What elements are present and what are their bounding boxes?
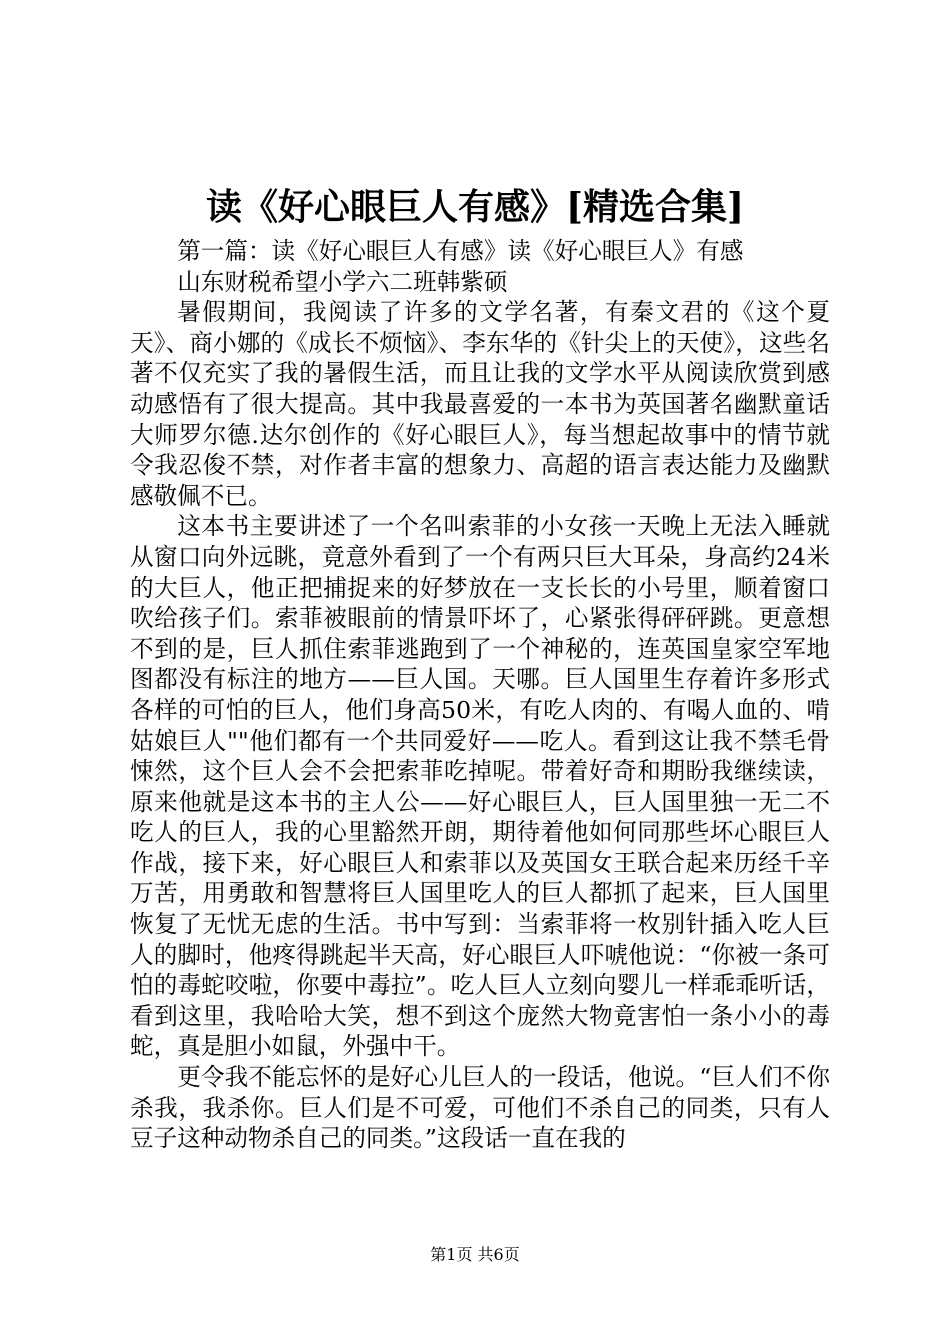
document-title: 读《好心眼巨人有感》[精选合集] xyxy=(205,186,745,228)
page-number: 第1页 共6页 xyxy=(430,1245,520,1264)
document-body xyxy=(130,236,830,1154)
author-line: 山东财税希望小学六二班韩紫硕 xyxy=(177,267,508,296)
body-paragraph: 更令我不能忘怀的是好心儿巨人的一段话，他说。“巨人们不你杀我，我杀你。巨人们是不可爱，可他们不杀自己的同类，只有人豆子这种动物杀自己的同类。”这段话一直在我的 xyxy=(130,1063,830,1153)
body-paragraph: 这本书主要讲述了一个名叫索菲的小女孩一天晚上无法入睡就从窗口向外远眺，竟意外看到了一个有两只巨大耳朵，身高约24米的大巨人，他正把捕捉来的好梦放在一支长长的小号里，顺着窗口吹给孩子们。索菲被眼前的情景吓坏了，心紧张得砰砰跳。更意想不到的是，巨人抓住索菲逃跑到了一个神秘的，连英国皇家空军地图都没有标注的地方——巨人国。天哪。巨人国里生存着许多形式各样的可怕的巨人，他们身高50米，有吃人肉的、有喝人血的、啃姑娘巨人""他们都有一个共同爱好——吃人。看到这让我不禁毛骨悚然，这个巨人会不会把索菲吃掉呢。带着好奇和期盼我继续读，原来他就是这本书的主人公——好心眼巨人，巨人国里独一无二不吃人的巨人，我的心里豁然开朗，期待着他如何同那些坏心眼巨人作战，接下来，好心眼巨人和索菲以及英国女王联合起来历经千辛万苦，用勇敢和智慧将巨人国里吃人的巨人都抓了起来，巨人国里恢复了无忧无虑的生活。书中写到：当索菲将一枚别针插入吃人巨人的脚时，他疼得跳起半天高，好心眼巨人吓唬他说：“你被一条可怕的毒蛇咬啦，你要中毒拉”。吃人巨人立刻向婴儿一样乖乖听话，看到这里，我哈哈大笑，想不到这个庞然大物竟害怕一条小小的毒蛇，真是胆小如鼠，外强中干。 xyxy=(130,512,830,1061)
body-paragraph: 暑假期间，我阅读了许多的文学名著，有秦文君的《这个夏天》、商小娜的《成长不烦恼》、李东华的《针尖上的天使》，这些名著不仅充实了我的暑假生活，而且让我的文学水平从阅读欣赏到感动感悟有了很大提高。其中我最喜爱的一本书为英国著名幽默童话大师罗尔德.达尔创作的《好心眼巨人》，每当想起故事中的情节就令我忍俊不禁，对作者丰富的想象力、高超的语言表达能力及幽默感敬佩不已。 xyxy=(130,298,830,510)
chapter-heading: 第一篇：读《好心眼巨人有感》读《好心眼巨人》有感 xyxy=(177,237,744,265)
